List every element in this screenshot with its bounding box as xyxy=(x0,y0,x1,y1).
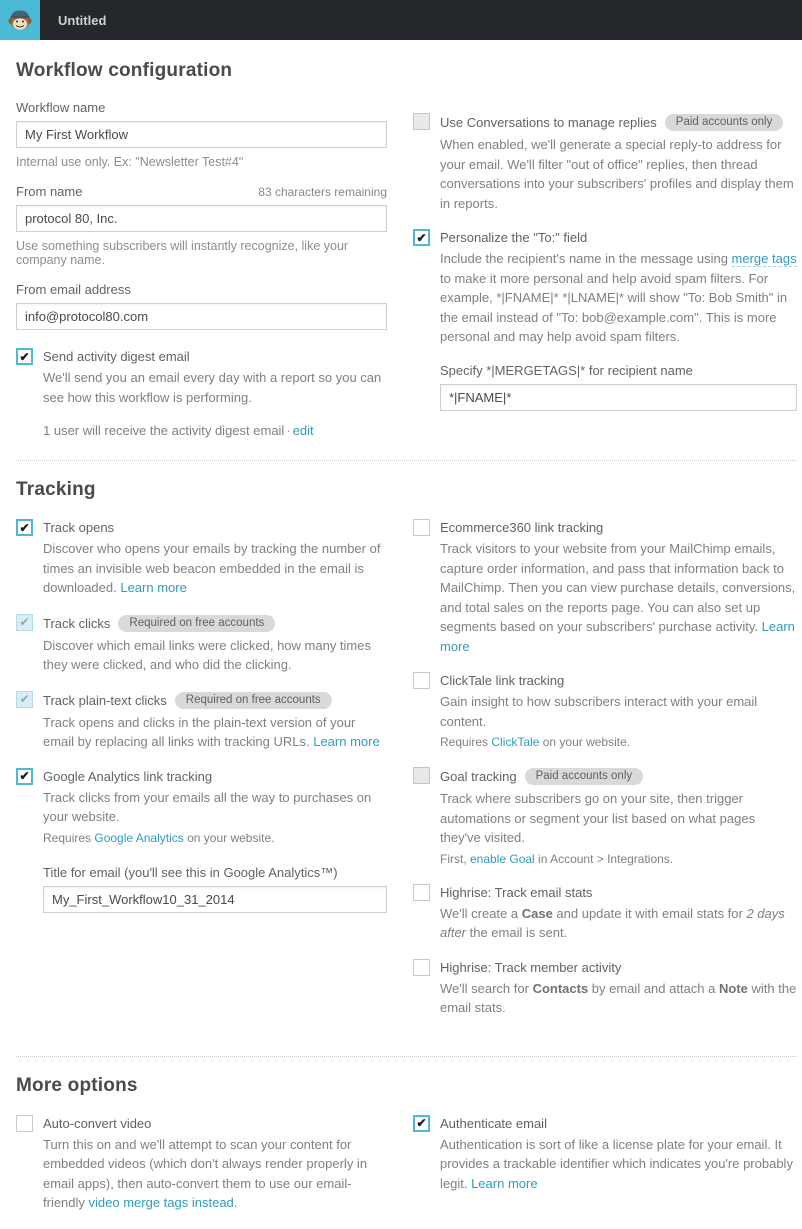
use-conversations-label: Use Conversations to manage replies xyxy=(440,115,657,130)
track-opens-learn-more-link[interactable]: Learn more xyxy=(120,580,187,595)
plain-text-clicks-desc: Track opens and clicks in the plain-text version of your email by replacing all links with tracking URLs. Learn more xyxy=(43,714,380,749)
google-analytics-checkbox[interactable] xyxy=(16,768,33,785)
ecommerce360-item xyxy=(413,519,797,656)
track-opens-label: Track opens xyxy=(43,520,115,535)
personalize-to-label: Personalize the "To:" field xyxy=(440,230,588,245)
ecommerce360-label: Ecommerce360 link tracking xyxy=(440,520,604,535)
mailchimp-logo[interactable] xyxy=(0,0,40,40)
from-email-label: From email address xyxy=(16,282,131,297)
enable-goal-link[interactable]: enable Goal xyxy=(470,851,535,866)
mergetags-label: Specify *|MERGETAGS|* for recipient name xyxy=(440,362,693,378)
from-name-input[interactable] xyxy=(16,205,387,232)
goal-tracking-item xyxy=(413,767,797,868)
clicktale-label: ClickTale link tracking xyxy=(440,673,565,688)
workflow-name-label: Workflow name xyxy=(16,100,106,115)
required-free-accounts-badge: Required on free accounts xyxy=(118,615,275,632)
checkmark-icon: ✔ xyxy=(416,1116,427,1130)
auto-convert-video-checkbox[interactable] xyxy=(16,1115,33,1132)
paid-accounts-badge: Paid accounts only xyxy=(525,768,644,785)
track-clicks-item xyxy=(16,614,387,675)
highrise-email-stats-checkbox[interactable] xyxy=(413,884,430,901)
workflow-name-help: Internal use only. Ex: "Newsletter Test#4" xyxy=(16,155,244,169)
digest-status-text: 1 user will receive the activity digest email xyxy=(43,423,285,438)
required-free-accounts-badge: Required on free accounts xyxy=(175,692,332,709)
tracking-heading: Tracking xyxy=(16,479,96,500)
section-divider xyxy=(16,1056,797,1057)
highrise-member-activity-item xyxy=(413,959,797,1018)
from-name-help: Use something subscribers will instantly recognize, like your company name. xyxy=(16,239,349,267)
app-header xyxy=(0,0,802,40)
workflow-name-group xyxy=(16,100,387,169)
authenticate-learn-more-link[interactable]: Learn more xyxy=(471,1175,538,1191)
clicktale-item xyxy=(413,672,797,751)
use-conversations-desc: When enabled, we'll generate a special reply-to address for your email. We'll filter "out of office" replies, then thread conversations into your subscribers' profiles and display them in reports. xyxy=(440,137,794,211)
google-analytics-item xyxy=(16,768,387,847)
checkmark-icon: ✔ xyxy=(19,692,30,706)
plain-text-clicks-item xyxy=(16,691,387,752)
ecommerce360-desc: Track visitors to your website from your MailChimp emails, capture order information, and pass that information back to MailChimp. Then you can view purchase details, conversions, and total sales on the reports page. You can also set up segments based on your subscribers' purchase activity. Learn more xyxy=(440,541,796,654)
ga-title-label: Title for email (you'll see this in Google Analytics™) xyxy=(43,864,338,880)
section-divider xyxy=(16,460,797,461)
authenticate-email-label: Authenticate email xyxy=(440,1115,547,1131)
google-analytics-desc: Track clicks from your emails all the way to purchases on your website. xyxy=(43,789,372,824)
track-clicks-checkbox xyxy=(16,614,33,631)
highrise-member-activity-label: Highrise: Track member activity xyxy=(440,959,622,975)
personalize-to-checkbox[interactable] xyxy=(413,229,430,246)
more-options-section xyxy=(16,1075,797,1229)
checkmark-icon: ✔ xyxy=(19,615,30,629)
google-analytics-requires-note: Requires Google Analytics on your website. xyxy=(43,830,275,845)
workflow-configuration-section xyxy=(16,60,797,438)
authenticate-email-desc: Authentication is sort of like a license plate for your email. It provides a trackable identifier which indicates you're probably legit. Learn more xyxy=(440,1136,793,1191)
mailchimp-freddie-icon xyxy=(7,7,33,33)
merge-tags-link[interactable]: merge tags xyxy=(731,251,797,266)
clicktale-checkbox[interactable] xyxy=(413,672,430,689)
conversations-item xyxy=(413,113,797,213)
ga-title-group xyxy=(43,865,387,913)
ga-title-input[interactable] xyxy=(43,886,387,913)
status-separator: · xyxy=(286,423,291,438)
workflow-name-input[interactable] xyxy=(16,121,387,148)
edit-digest-link[interactable]: edit xyxy=(292,423,314,438)
send-digest-desc: We'll send you an email every day with a report so you can see how this workflow is performing. xyxy=(43,370,382,405)
auto-convert-video-desc: Turn this on and we'll attempt to scan your content for embedded videos (which don't always render properly in email apps), then auto-convert them to use our email-friendly video merge tags instead. xyxy=(43,1136,368,1210)
checkmark-icon: ✔ xyxy=(19,769,30,783)
track-opens-item xyxy=(16,519,387,598)
from-name-group xyxy=(16,184,387,267)
goal-tracking-label: Goal tracking xyxy=(440,769,517,784)
authenticate-email-checkbox[interactable] xyxy=(413,1115,430,1132)
send-digest-label: Send activity digest email xyxy=(43,349,190,364)
track-clicks-desc: Discover which email links were clicked, how many times they were clicked, and who did the clicking. xyxy=(43,637,371,672)
plain-text-clicks-label: Track plain-text clicks xyxy=(43,692,167,708)
google-analytics-label: Google Analytics link tracking xyxy=(43,768,213,784)
authenticate-email-item xyxy=(413,1115,797,1194)
digest-item xyxy=(16,348,387,407)
track-opens-desc: Discover who opens your emails by tracking the number of times an invisible web beacon embedded in the email is downloaded. Learn more xyxy=(43,541,381,595)
digest-status-line xyxy=(43,423,387,438)
goal-tracking-note: First, enable Goal in Account > Integrations. xyxy=(440,851,674,866)
highrise-email-stats-item xyxy=(413,884,797,943)
characters-remaining-counter: 83 characters remaining xyxy=(258,185,387,199)
highrise-email-stats-desc: We'll create a Case and update it with email stats for 2 days after the email is sent. xyxy=(440,905,785,940)
from-email-input[interactable] xyxy=(16,303,387,330)
clicktale-desc: Gain insight to how subscribers interact with your email content. xyxy=(440,694,758,729)
window-title: Untitled xyxy=(58,12,107,28)
mergetags-group xyxy=(440,363,797,411)
personalize-to-desc: Include the recipient's name in the message using merge tags to make it more personal and help avoid spam filters. For example, *|FNAME|* *|LNAME|* will show "To: Bob Smith" in the email instead of "To: bob@example.com". This is more personal and may help avoid spam filters. xyxy=(440,251,797,344)
checkmark-icon: ✔ xyxy=(416,230,427,245)
recipient-name-mergetag-input[interactable] xyxy=(440,384,797,411)
ecommerce360-learn-more-link[interactable]: Learn more xyxy=(440,619,795,654)
video-merge-tags-link[interactable]: video merge tags instead. xyxy=(88,1195,238,1210)
clicktale-link[interactable]: ClickTale xyxy=(491,735,540,749)
track-clicks-label: Track clicks xyxy=(43,615,111,631)
highrise-email-stats-label: Highrise: Track email stats xyxy=(440,884,593,900)
goal-tracking-checkbox[interactable] xyxy=(413,767,430,784)
from-email-group xyxy=(16,282,387,330)
plain-text-learn-more-link[interactable]: Learn more xyxy=(313,734,380,749)
workflow-configuration-heading: Workflow configuration xyxy=(16,60,233,81)
auto-convert-video-item xyxy=(16,1115,387,1213)
highrise-member-activity-checkbox[interactable] xyxy=(413,959,430,976)
clicktale-requires-note: Requires ClickTale on your website. xyxy=(440,735,631,749)
use-conversations-checkbox[interactable] xyxy=(413,113,430,130)
tracking-section xyxy=(16,479,797,1034)
track-opens-checkbox[interactable] xyxy=(16,519,33,536)
goal-tracking-desc: Track where subscribers go on your site, then trigger automations or segment your list based on what pages they've visited. xyxy=(440,791,756,845)
more-options-heading: More options xyxy=(16,1074,138,1096)
send-digest-checkbox[interactable] xyxy=(16,348,33,365)
google-analytics-link[interactable]: Google Analytics xyxy=(94,830,184,845)
auto-convert-video-label: Auto-convert video xyxy=(43,1115,152,1131)
personalize-item xyxy=(413,229,797,347)
checkmark-icon: ✔ xyxy=(19,349,30,364)
from-name-label: From name xyxy=(16,184,83,199)
ecommerce360-checkbox[interactable] xyxy=(413,519,430,536)
checkmark-icon: ✔ xyxy=(19,520,30,535)
plain-text-clicks-checkbox xyxy=(16,691,33,708)
paid-accounts-badge: Paid accounts only xyxy=(665,114,784,131)
highrise-member-activity-desc: We'll search for Contacts by email and attach a Note with the email stats. xyxy=(440,980,797,1015)
workflow-configuration-page xyxy=(0,40,802,1229)
